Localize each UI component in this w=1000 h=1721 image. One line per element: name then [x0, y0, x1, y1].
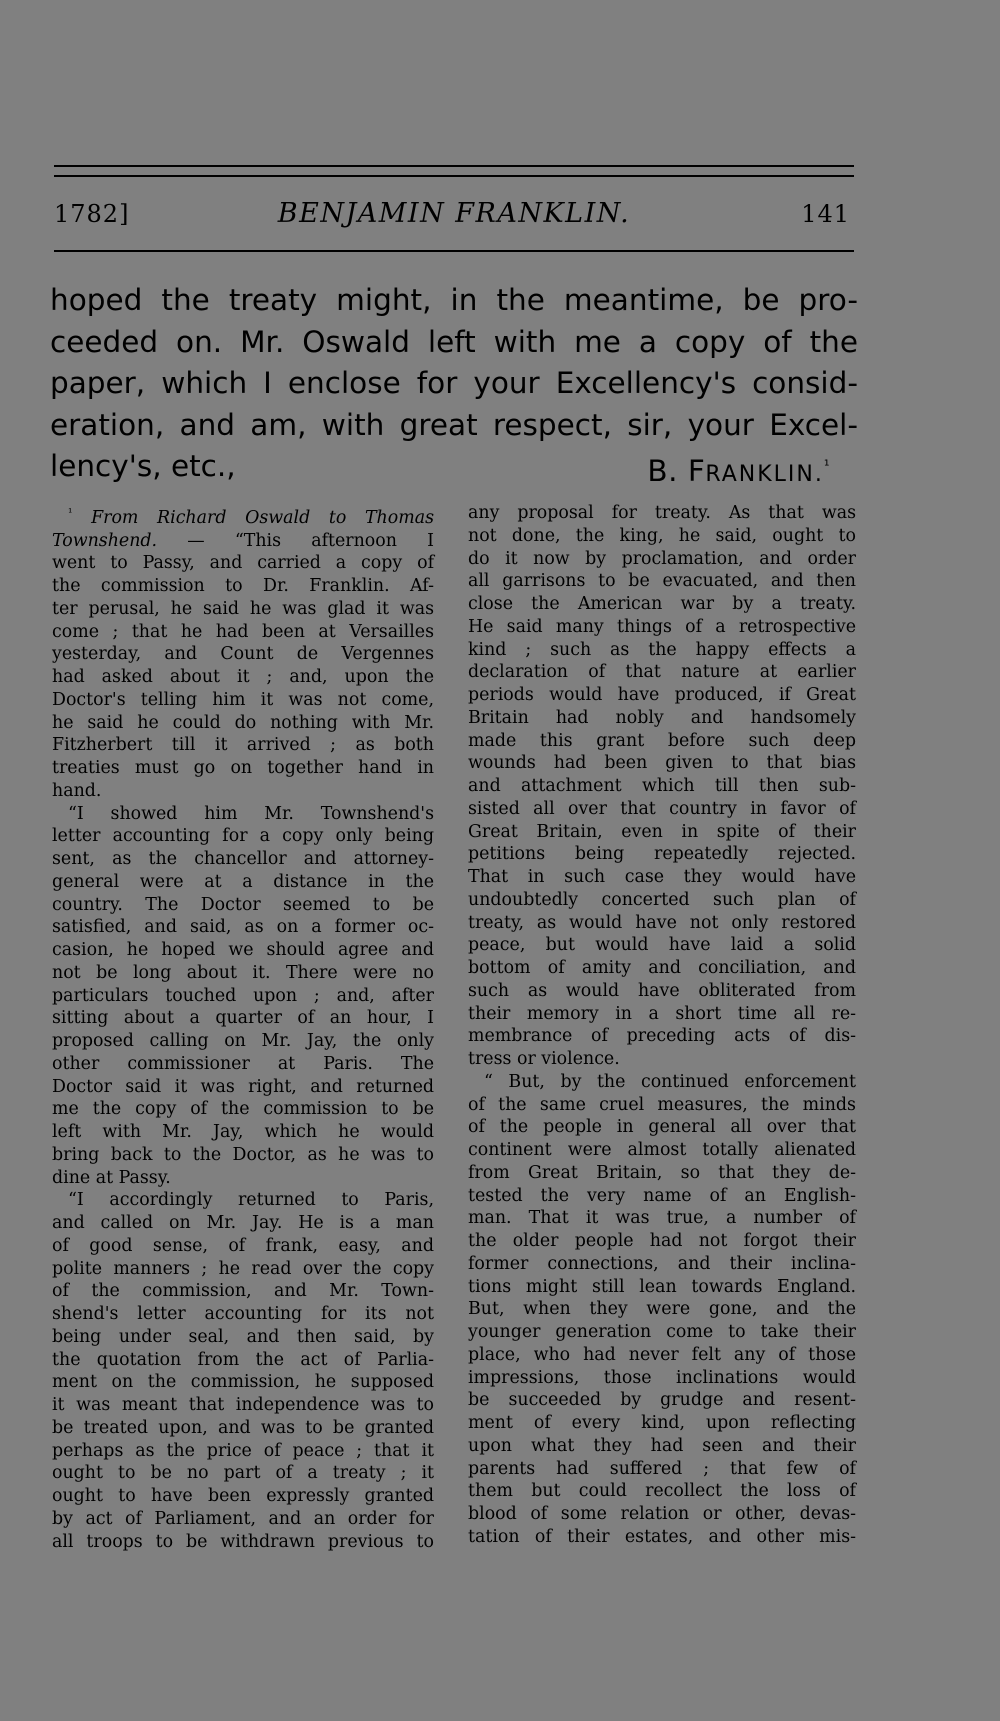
footnote-line: continent were almost totally alienated — [468, 1140, 856, 1160]
footnote-reference: ¹ — [823, 458, 830, 475]
footnote-heading-line — [52, 502, 434, 530]
footnote-line: ought to have been expressly granted — [52, 1486, 434, 1507]
footnote-line: them but could recollect the loss of — [468, 1481, 856, 1502]
footnote-line: kind ; such as the happy effects a — [468, 639, 856, 660]
footnote-line: perhaps as the price of peace ; that it — [52, 1440, 434, 1461]
footnote-line: satisfied, and said, as on a former oc- — [52, 917, 434, 938]
footnote-line: sisted all over that country in favor of — [468, 798, 856, 819]
footnote-recipient: Townshend. — [52, 530, 158, 551]
footnote-line: treaties must go on together hand in — [52, 758, 434, 779]
footnote-line: their memory in a short time all re- — [468, 1003, 856, 1024]
footnote-line: of the people in general all over that — [468, 1117, 856, 1138]
page-number: 141 — [801, 200, 850, 228]
footnote-line: ment of every kind, upon reflecting — [468, 1413, 856, 1433]
footnote-right-column — [468, 502, 856, 1549]
footnote-line: “I showed him Mr. Townshend's — [68, 803, 434, 824]
closing-text: lency's, etc., — [50, 449, 236, 484]
footnote-text: — “This afternoon I — [157, 530, 434, 551]
footnote-line: younger generation come to take their — [468, 1322, 856, 1342]
footnote-line: former connections, and their inclina- — [468, 1253, 856, 1274]
footnote-line: shend's letter accounting for its not — [52, 1304, 434, 1325]
footnote-line: come ; that he had been at Versailles — [52, 621, 434, 642]
footnote-source: From Richard Oswald to Thomas — [91, 507, 434, 528]
footnote-left-column — [52, 502, 434, 1553]
footnote-line: the older people had not forgot their — [468, 1231, 856, 1251]
footnote-line: hand. — [52, 780, 102, 801]
top-rule-thick — [54, 175, 854, 177]
signature-line — [50, 446, 858, 495]
footnote-line: treaty, as would have not only restored — [468, 912, 856, 933]
footnote-line: polite manners ; he read over the copy — [52, 1258, 434, 1279]
footnote-line: particulars touched upon ; and, after — [52, 985, 434, 1006]
footnote-line: undoubtedly concerted such plan of — [468, 889, 856, 910]
main-text-line: paper, which I enclose for your Excellency's consid- — [50, 366, 858, 401]
footnote-line: me the copy of the commission to be — [52, 1099, 434, 1120]
footnote-line: bring back to the Doctor, as he was to — [52, 1144, 434, 1165]
footnote-line: tions might still lean towards England. — [468, 1276, 856, 1297]
footnote-line: That in such case they would have — [468, 867, 856, 887]
footnote-line: be succeeded by grudge and resent- — [468, 1390, 856, 1411]
footnote-line: petitions being repeatedly rejected. — [468, 844, 856, 865]
footnote-line: upon what they had seen and their — [468, 1435, 856, 1456]
footnote-heading-line — [52, 530, 434, 553]
footnote-line: letter accounting for a copy only being — [52, 826, 434, 847]
footnote-line: other commissioner at Paris. The — [52, 1053, 434, 1074]
footnote-line: place, who had never felt any of those — [468, 1344, 856, 1365]
footnote-line: the commission to Dr. Franklin. Af- — [52, 576, 434, 597]
top-rule-thin — [54, 165, 854, 167]
footnote-line: ter perusal, he said he was glad it was — [52, 598, 434, 619]
footnote-line: general were at a distance in the — [52, 871, 434, 892]
main-text — [50, 280, 858, 496]
footnote-line: blood of some relation or other, devas- — [468, 1504, 856, 1524]
signature — [647, 446, 858, 495]
footnote-line: country. The Doctor seemed to be — [52, 894, 434, 915]
footnote-line: any proposal for treaty. As that was — [468, 503, 856, 523]
footnote-line: ment on the commission, he supposed — [52, 1372, 434, 1393]
header-bottom-rule — [54, 250, 854, 252]
footnote-line: peace, but would have laid a solid — [468, 935, 856, 956]
footnote-line: proposed calling on Mr. Jay, the only — [52, 1031, 434, 1052]
footnote-line: all troops to be withdrawn previous to — [52, 1531, 434, 1552]
signature-surname: RANKLIN. — [705, 462, 824, 488]
footnote-line: parents had suffered ; that few of — [468, 1458, 856, 1479]
footnote-right-lines — [468, 502, 856, 1549]
footnote-line: made this grant before such deep — [468, 730, 856, 751]
footnote-line: not done, the king, he said, ought to — [468, 525, 856, 546]
footnote-line: the quotation from the act of Parlia- — [52, 1349, 434, 1370]
header-year: 1782] — [54, 200, 130, 228]
footnote-line: being under seal, and then said, by — [52, 1326, 434, 1347]
footnote-line: Doctor's telling him it was not come, — [52, 689, 434, 710]
footnote-line: not be long about it. There were no — [52, 962, 434, 983]
footnote-line: had asked about it ; and, upon the — [52, 667, 434, 688]
footnote-marker: ¹ — [68, 506, 73, 519]
footnote-line: went to Passy, and carried a copy of — [52, 553, 434, 574]
footnote-line: Fitzherbert till it arrived ; as both — [52, 735, 434, 756]
footnote-line: periods would have produced, if Great — [468, 685, 856, 705]
footnote-line: sitting about a quarter of an hour, I — [52, 1008, 434, 1029]
footnote-line: and called on Mr. Jay. He is a man — [52, 1213, 434, 1234]
running-header — [54, 196, 854, 236]
footnote-line: he said he could do nothing with Mr. — [52, 712, 434, 733]
footnote-line: it was meant that independence was to — [52, 1395, 434, 1416]
footnote-line: impressions, those inclinations would — [468, 1367, 856, 1388]
footnote-line: yesterday, and Count de Vergennes — [52, 644, 434, 665]
footnote-line: Britain had nobly and handsomely — [468, 707, 856, 728]
footnote-line: bottom of amity and conciliation, and — [468, 958, 856, 978]
footnote-line: left with Mr. Jay, which he would — [52, 1122, 434, 1143]
main-text-line: eration, and am, with great respect, sir, your Excel- — [50, 407, 858, 442]
footnote-line: of the commission, and Mr. Town- — [52, 1281, 434, 1302]
footnote-line: of good sense, of frank, easy, and — [52, 1235, 434, 1256]
footnote-line: declaration of that nature at earlier — [468, 662, 856, 683]
footnote-line: by act of Parliament, and an order for — [52, 1508, 434, 1529]
footnote-line: do it now by proclamation, and order — [468, 548, 856, 569]
footnote-line: of the same cruel measures, the minds — [468, 1094, 856, 1115]
footnote-line: “ But, by the continued enforcement — [484, 1071, 856, 1092]
footnote-line: man. That it was true, a number of — [468, 1208, 856, 1229]
footnote-line: Doctor said it was right, and returned — [52, 1076, 434, 1097]
footnote-line: He said many things of a retrospective — [468, 616, 856, 637]
footnote-line: such as would have obliterated from — [468, 980, 856, 1001]
footnote-left-lines — [52, 552, 434, 1553]
footnote-line: tation of their estates, and other mis- — [468, 1526, 856, 1547]
footnote-line: ought to be no part of a treaty ; it — [52, 1463, 434, 1484]
footnote-line: casion, he hoped we should agree and — [52, 940, 434, 961]
signature-initial: B. F — [647, 454, 706, 489]
main-text-line: hoped the treaty might, in the meantime, be pro- — [50, 283, 858, 317]
footnote-line: tested the very name of an English- — [468, 1185, 856, 1206]
footnote-line: from Great Britain, so that they de- — [468, 1162, 856, 1183]
main-text-line: ceeded on. Mr. Oswald left with me a copy of the — [50, 324, 858, 359]
footnote-line: and attachment which till then sub- — [468, 776, 856, 796]
footnote-line: be treated upon, and was to be granted — [52, 1417, 434, 1438]
footnote-line: But, when they were gone, and the — [468, 1299, 856, 1320]
footnote-line: Great Britain, even in spite of their — [468, 821, 856, 842]
footnote-line: “I accordingly returned to Paris, — [68, 1190, 434, 1211]
footnote-line: membrance of preceding acts of dis- — [468, 1026, 856, 1047]
footnote-line: close the American war by a treaty. — [468, 594, 856, 614]
running-title: BENJAMIN FRANKLIN. — [277, 198, 631, 229]
footnote-line: wounds had been given to that bias — [468, 753, 856, 774]
footnote-line: dine at Passy. — [52, 1167, 171, 1188]
footnote-line: sent, as the chancellor and attorney- — [52, 849, 434, 870]
footnote-line: tress or violence. — [468, 1049, 620, 1069]
footnote-line: all garrisons to be evacuated, and then — [468, 571, 856, 592]
